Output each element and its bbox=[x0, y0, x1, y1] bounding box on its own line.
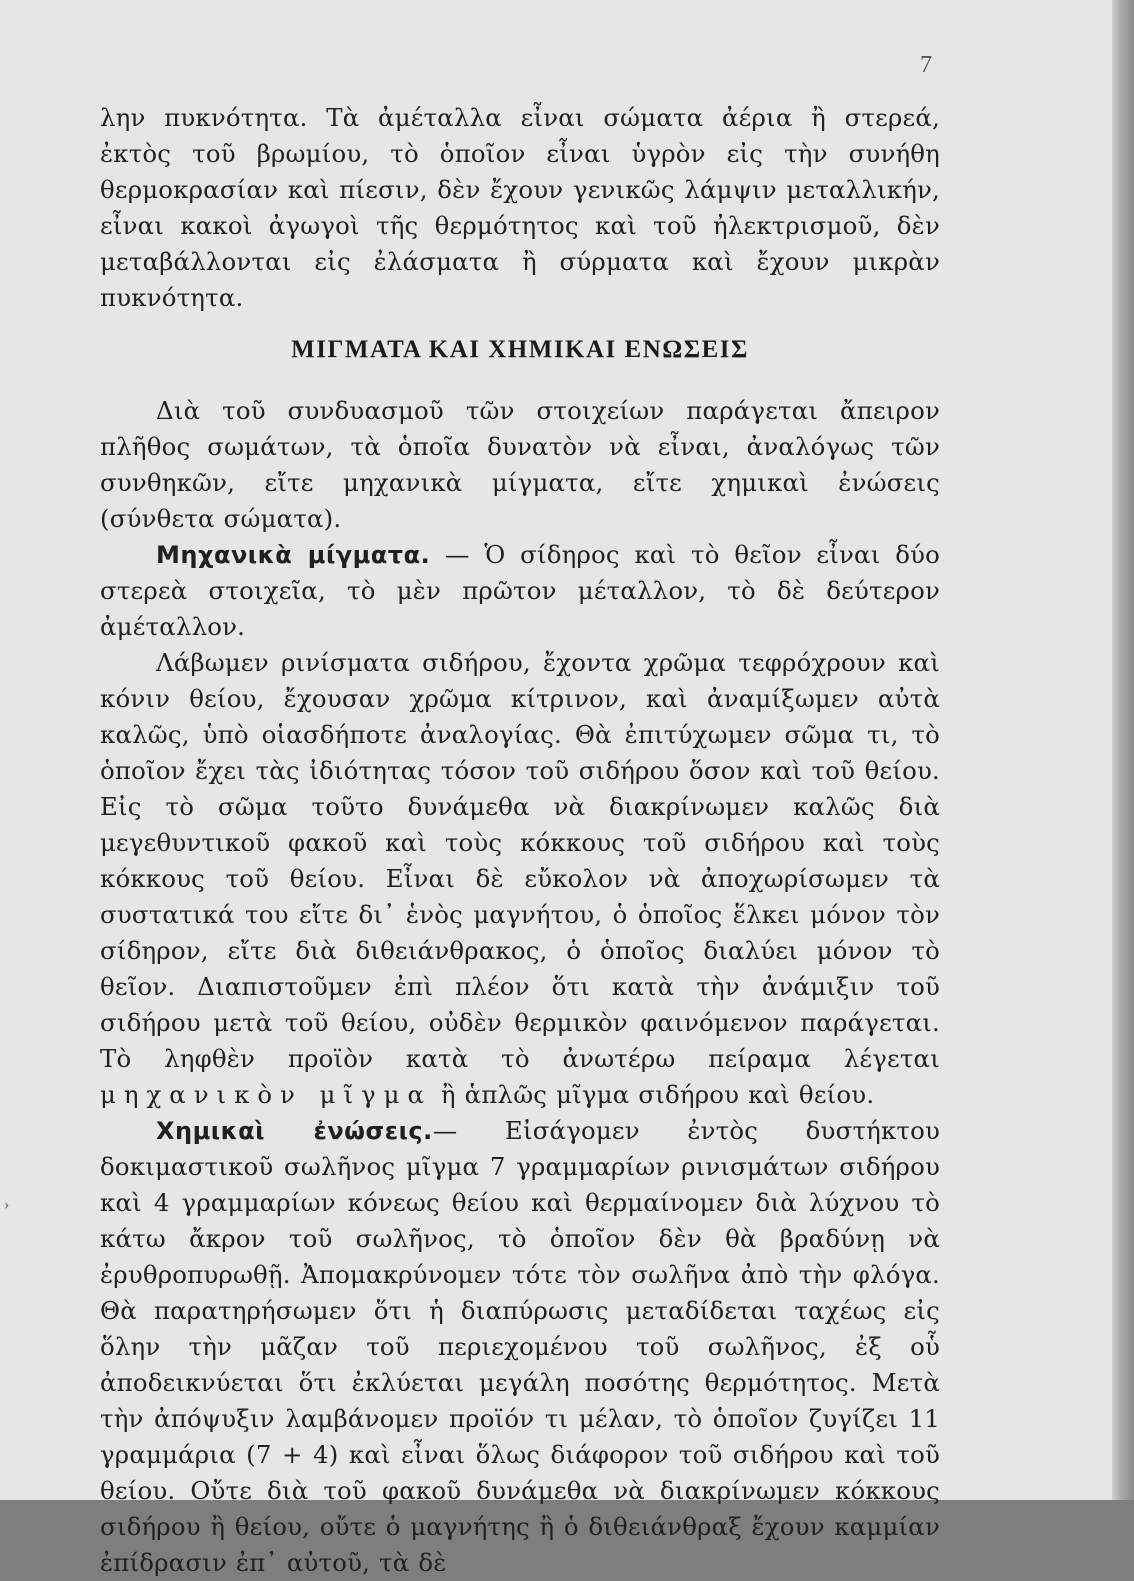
section-body bbox=[100, 393, 940, 1581]
mixtures-experiment-paragraph bbox=[100, 645, 940, 1113]
compounds-term: Χημικαὶ ἐνώσεις. bbox=[156, 1117, 433, 1145]
mixtures-lead-paragraph bbox=[100, 537, 940, 645]
page-number: 7 bbox=[920, 52, 932, 78]
mechanical-mixture-term: μηχανικὸν μῖγμα bbox=[100, 1080, 432, 1109]
compounds-paragraph bbox=[100, 1113, 940, 1581]
section-intro-paragraph: Διὰ τοῦ συνδυασμοῦ τῶν στοιχείων παράγεται ἄπειρον πλῆθος σωμάτων, τὰ ὁποῖα δυνατὸν νὰ εἶναι, ἀναλόγως τῶν συνθηκῶν, εἴτε μηχανικὰ μίγματα, εἴτε χημικαὶ ἐνώσεις (σύνθετα σώματα). bbox=[100, 396, 940, 533]
section-heading: ΜΙΓΜΑΤΑ ΚΑΙ ΧΗΜΙΚΑΙ ΕΝΩΣΕΙΣ bbox=[291, 336, 749, 363]
opening-text-block bbox=[100, 100, 940, 316]
margin-mark: › bbox=[4, 1196, 10, 1213]
compounds-text: — Εἰσάγομεν ἐντὸς δυστήκτου δοκιμαστικοῦ σωλῆνος μῖγμα 7 γραμμαρίων ρινισμάτων σιδήρου καὶ 4 γραμμαρίων κόνεως θείου καὶ θερμαίνομεν διὰ λύχνου τὸ κάτω ἄκρον τοῦ σωλῆνος, τὸ ὁποῖον δὲν θὰ βραδύνῃ νὰ ἐρυθροπυρωθῇ. Ἀπομακρύνομεν τότε τὸν σωλῆνα ἀπὸ τὴν φλόγα. Θὰ παρατηρήσωμεν ὅτι ἡ διαπύρωσις μεταδίδεται ταχέως εἰς ὅλην τὴν μᾶζαν τοῦ περιεχομένου τοῦ σωλῆνος, ἐξ οὗ ἀποδεικνύεται ὅτι ἐκλύεται μεγάλη ποσότης θερμότητος. Μετὰ τὴν ἀπόψυξιν λαμβάνομεν προϊόν τι μέλαν, τὸ ὁποῖον ζυγίζει 11 γραμμάρια (7 + 4) καὶ εἶναι ὅλως διάφορον τοῦ σιδήρου καὶ τοῦ θείου. Οὔτε διὰ τοῦ φακοῦ δυνάμεθα νὰ διακρίνωμεν κόκκους σιδήρου ἢ θείου, οὔτε ὁ μαγνήτης ἢ ὁ διθειάνθραξ ἔχουν καμμίαν ἐπίδρασιν ἐπ᾽ αὐτοῦ, τὰ δὲ bbox=[100, 1116, 940, 1577]
mixtures-conclusion-text: ἢ ἁπλῶς μῖγμα σιδήρου καὶ θείου. bbox=[440, 1080, 875, 1109]
mixtures-experiment-text: Λάβωμεν ρινίσματα σιδήρου, ἔχοντα χρῶμα τεφρόχρουν καὶ κόνιν θείου, ἔχουσαν χρῶμα κίτρινον, καὶ ἀναμίξωμεν αὐτὰ καλῶς, ὑπὸ οἱασδήποτε ἀναλογίας. Θὰ ἐπιτύχωμεν σῶμα τι, τὸ ὁποῖον ἔχει τὰς ἰδιότητας τόσον τοῦ σιδήρου ὅσον καὶ τοῦ θείου. Εἰς τὸ σῶμα τοῦτο δυνάμεθα νὰ διακρίνωμεν καλῶς διὰ μεγεθυντικοῦ φακοῦ καὶ τοὺς κόκκους τοῦ σιδήρου καὶ τοὺς κόκκους τοῦ θείου. Εἶναι δὲ εὔκολον νὰ ἀποχωρίσωμεν τὰ συστατικά του εἴτε δι᾽ ἑνὸς μαγνήτου, ὁ ὁποῖος ἕλκει μόνον τὸν σίδηρον, εἴτε διὰ διθειάνθρακος, ὁ ὁποῖος διαλύει μόνον τὸ θεῖον. Διαπιστοῦμεν ἐπὶ πλέον ὅτι κατὰ τὴν ἀνάμιξιν τοῦ σιδήρου μετὰ τοῦ θείου, οὐδὲν θερμικὸν φαινόμενον παράγεται. Τὸ ληφθὲν προϊὸν κατὰ τὸ ἀνωτέρω πείραμα λέγεται bbox=[100, 648, 940, 1073]
mixtures-lead-text: — Ὁ σίδηρος καὶ τὸ θεῖον εἶναι δύο στερεὰ στοιχεῖα, τὸ μὲν πρῶτον μέταλλον, τὸ δὲ δεύτερον ἀμέταλλον. bbox=[100, 540, 941, 641]
scan-edge-shadow bbox=[1112, 0, 1134, 1500]
opening-paragraph: λην πυκνότητα. Τὰ ἀμέταλλα εἶναι σώματα ἀέρια ἢ στερεά, ἐκτὸς τοῦ βρωμίου, τὸ ὁποῖον εἶναι ὑγρὸν εἰς τὴν συνήθη θερμοκρασίαν καὶ πίεσιν, δὲν ἔχουν γενικῶς λάμψιν μεταλλικήν, εἶναι κακοὶ ἀγωγοὶ τῆς θερμότητος καὶ τοῦ ἠλεκτρισμοῦ, δὲν μεταβάλλονται εἰς ἐλάσματα ἢ σύρματα καὶ ἔχουν μικρὰν πυκνότητα. bbox=[100, 103, 940, 312]
mixtures-term: Μηχανικὰ μίγματα. bbox=[156, 541, 431, 569]
